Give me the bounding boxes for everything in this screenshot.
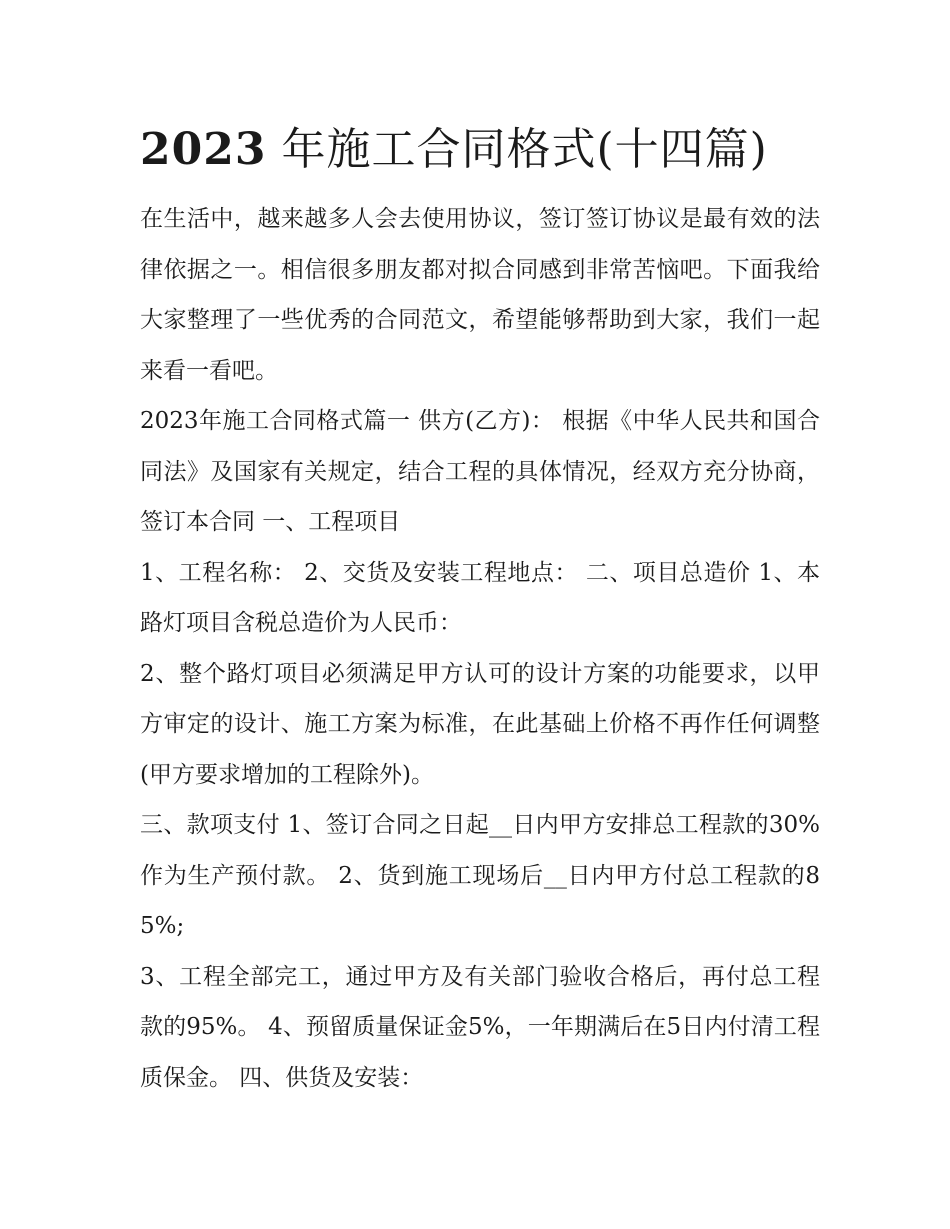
paragraph-intro: 在生活中，越来越多人会去使用协议，签订签订协议是最有效的法律依据之一。相信很多朋友都对拟合同感到非常苦恼吧。下面我给大家整理了一些优秀的合同范文，希望能够帮助到大家，我们一起来看一看吧。	[140, 206, 820, 384]
paragraph-design-requirements: 2、整个路灯项目必须满足甲方认可的设计方案的功能要求，以甲方审定的设计、施工方案为标准，在此基础上价格不再作任何调整(甲方要求增加的工程除外)。	[140, 660, 820, 788]
paragraph-completion: 3、工程全部完工，通过甲方及有关部门验收合格后，再付总工程款的95%。 4、预留质量保证金5%，一年期满后在5日内付清工程质保金。 四、供货及安装：	[140, 963, 820, 1091]
paragraph-payment: 三、款项支付 1、签订合同之日起__日内甲方安排总工程款的30%作为生产预付款。 2、货到施工现场后__日内甲方付总工程款的85%;	[140, 812, 820, 939]
title-text: 年施工合同格式(十四篇)	[281, 124, 768, 175]
document-page	[140, 120, 820, 1103]
paragraph-project-price: 1、工程名称： 2、交货及安装工程地点： 二、项目总造价 1、本路灯项目含税总造价为人民币：	[140, 559, 820, 636]
title-year: 2023	[140, 124, 267, 175]
paragraph-contract-opening: 2023年施工合同格式篇一 供方(乙方)： 根据《中华人民共和国合同法》及国家有关规定，结合工程的具体情况，经双方充分协商，签订本合同 一、工程项目	[140, 408, 820, 535]
document-title	[140, 120, 820, 180]
